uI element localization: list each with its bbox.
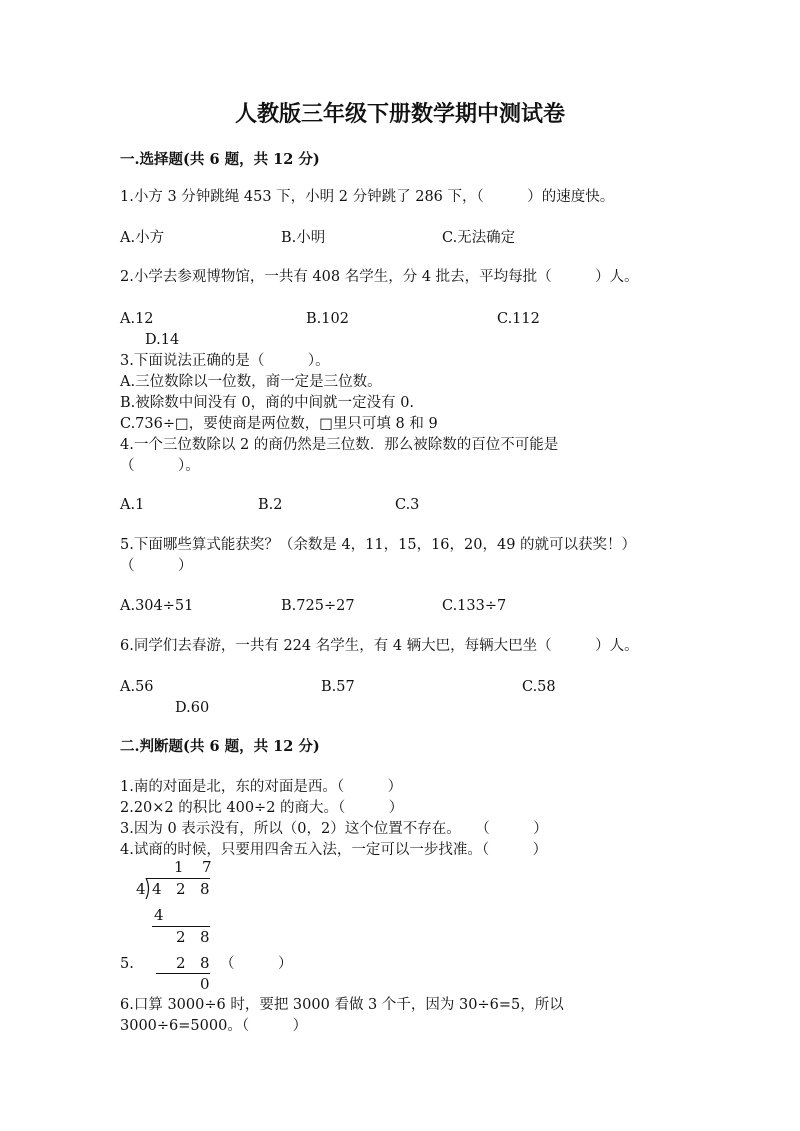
question-2: 2.小学去参观博物馆，一共有 408 名学生，分 4 批去，平均每批（ ）人。: [120, 269, 639, 285]
step2-digit-2: 8: [200, 928, 210, 946]
quotient-digit-2: 7: [202, 858, 212, 876]
step3-line: [156, 973, 210, 974]
option-2d[interactable]: D.14: [145, 332, 180, 348]
option-6b[interactable]: B.57: [321, 679, 355, 695]
option-3c[interactable]: C.736÷□，要使商是两位数，□里只可填 8 和 9: [120, 416, 438, 432]
option-2a[interactable]: A.12: [120, 311, 154, 327]
option-3b[interactable]: B.被除数中间没有 0，商的中间就一定没有 0.: [120, 395, 415, 411]
step3-digit-1: 2: [176, 954, 186, 972]
option-6a[interactable]: A.56: [120, 679, 154, 695]
question-4-blank: （ ）。: [120, 458, 200, 474]
judge-item-6-line1: 6.口算 3000÷6 时，要把 3000 看做 3 个千，因为 30÷6=5，所以: [120, 997, 564, 1013]
question-3: 3.下面说法正确的是（ ）。: [120, 353, 330, 369]
option-1a[interactable]: A.小方: [120, 230, 165, 246]
step3-digit-2: 8: [200, 954, 210, 972]
option-3a[interactable]: A.三位数除以一位数，商一定是三位数。: [120, 374, 382, 390]
judge-item-1: 1.南的对面是北，东的对面是西。（ ）: [120, 779, 403, 795]
division-bar: [146, 878, 210, 879]
question-6: 6.同学们去春游，一共有 224 名学生，有 4 辆大巴，每辆大巴坐（ ）人。: [120, 638, 639, 654]
option-1c[interactable]: C.无法确定: [442, 230, 516, 246]
judge-item-6-line2: 3000÷6=5000。（ ）: [120, 1018, 308, 1034]
option-6d[interactable]: D.60: [175, 700, 210, 716]
section-heading-judge: 二.判断题(共 6 题，共 12 分): [120, 738, 320, 755]
division-bracket: [144, 878, 152, 900]
question-4: 4.一个三位数除以 2 的商仍然是三位数．那么被除数的百位不可能是: [120, 437, 559, 453]
option-5c[interactable]: C.133÷7: [442, 598, 507, 614]
question-1: 1.小方 3 分钟跳绳 453 下，小明 2 分钟跳了 286 下，（ ）的速度快。: [120, 189, 615, 205]
dividend-digit-2: 2: [176, 880, 186, 898]
dividend-digit-3: 8: [200, 880, 210, 898]
judge-item-3: 3.因为 0 表示没有，所以（0，2）这个位置不存在。 （ ）: [120, 821, 548, 837]
question-5-blank: （ ）: [120, 558, 193, 574]
judge-item-5-blank: （ ）: [220, 956, 293, 972]
option-2b[interactable]: B.102: [306, 311, 349, 327]
option-5a[interactable]: A.304÷51: [120, 598, 194, 614]
option-1b[interactable]: B.小明: [281, 230, 326, 246]
option-4c[interactable]: C.3: [395, 497, 420, 513]
step1-line: [152, 926, 210, 927]
page-title: 人教版三年级下册数学期中测试卷: [234, 101, 565, 127]
question-5: 5.下面哪些算式能获奖？（余数是 4，11，15，16，20，49 的就可以获奖！）: [120, 537, 637, 553]
option-6c[interactable]: C.58: [522, 679, 556, 695]
option-4b[interactable]: B.2: [258, 497, 283, 513]
divisor: 4: [136, 880, 146, 898]
judge-item-4: 4.试商的时候，只要用四舍五入法，一定可以一步找准。（ ）: [120, 842, 548, 858]
section-heading-choice: 一.选择题(共 6 题，共 12 分): [120, 151, 320, 168]
quotient-digit-1: 1: [174, 858, 184, 876]
option-2c[interactable]: C.112: [497, 311, 540, 327]
long-division-figure: [130, 858, 230, 998]
step2-digit-1: 2: [176, 928, 186, 946]
remainder: 0: [200, 975, 210, 993]
judge-item-2: 2.20×2 的积比 400÷2 的商大。（ ）: [120, 800, 404, 816]
option-4a[interactable]: A.1: [120, 497, 145, 513]
option-5b[interactable]: B.725÷27: [281, 598, 355, 614]
dividend-digit-1: 4: [152, 880, 162, 898]
step1-product: 4: [154, 906, 164, 924]
judge-item-5-label: 5.: [120, 956, 134, 972]
